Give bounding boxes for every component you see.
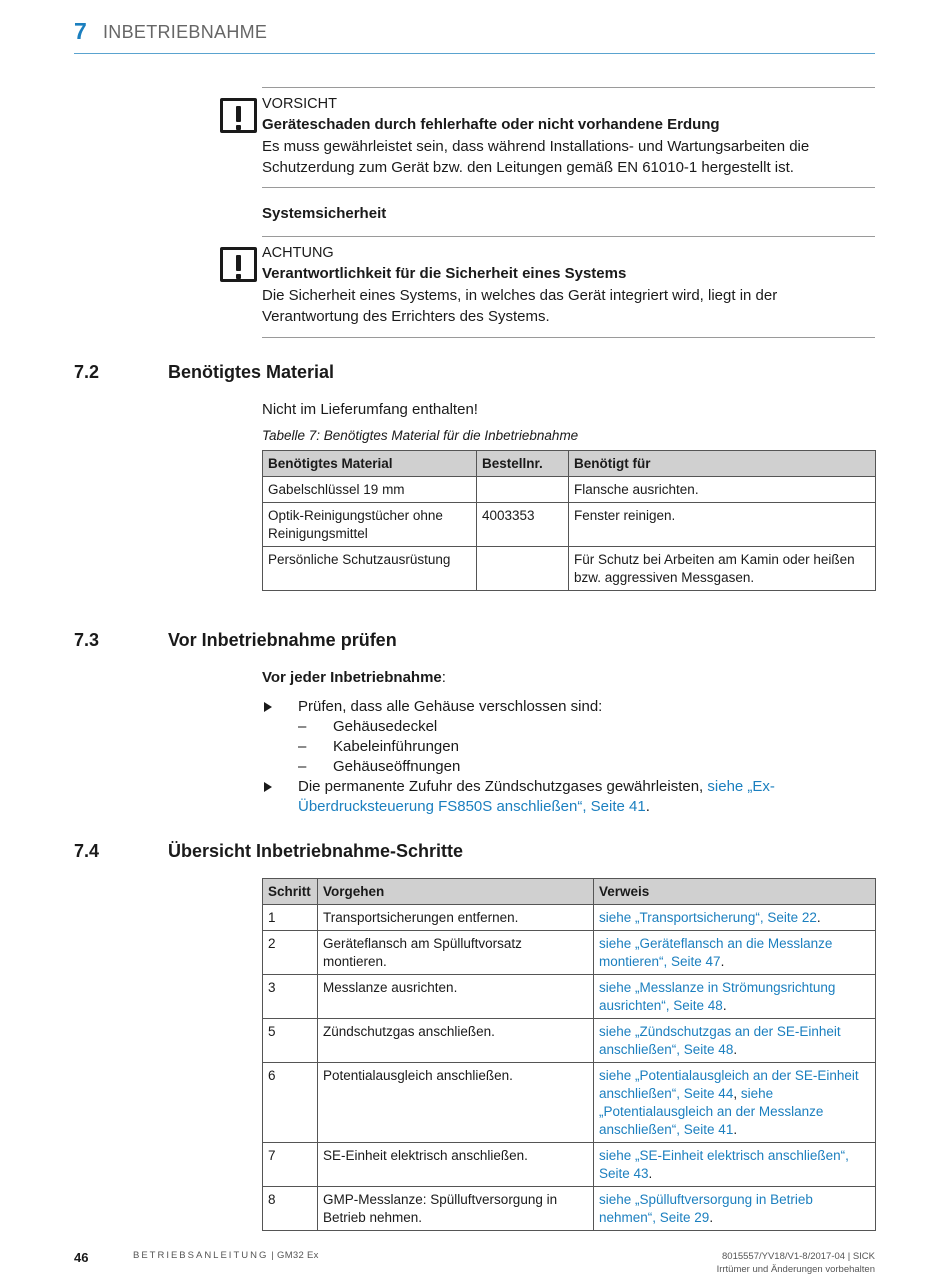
table-row bbox=[263, 1019, 876, 1063]
table-cell: Für Schutz bei Arbeiten am Kamin oder heißen bzw. aggressiven Messgasen. bbox=[569, 547, 876, 591]
step-action: Transportsicherungen entfernen. bbox=[318, 905, 594, 931]
step-number: 5 bbox=[263, 1019, 318, 1063]
warning-icon bbox=[220, 98, 257, 133]
divider bbox=[262, 187, 875, 188]
column-header: Benötigt für bbox=[569, 451, 876, 477]
cross-reference-link[interactable]: siehe „Potentialausgleich an der SE-Einheit anschließen“, Seite 44 bbox=[599, 1068, 859, 1101]
list-item-end: . bbox=[645, 798, 650, 815]
step-reference bbox=[594, 1019, 876, 1063]
dash-marker: – bbox=[298, 718, 307, 735]
step-reference bbox=[594, 1143, 876, 1187]
warning-text: Die Sicherheit eines Systems, in welches das Gerät integriert wird, liegt in der Verantwortung des Errichters des Systems. bbox=[262, 287, 778, 325]
table-row bbox=[263, 905, 876, 931]
table-cell: Optik-Reinigungstücher ohne Reinigungsmittel bbox=[263, 503, 477, 547]
step-action: Zündschutzgas anschließen. bbox=[318, 1019, 594, 1063]
sub-list-item-text: Gehäusedeckel bbox=[333, 718, 438, 735]
cross-reference-link[interactable]: siehe „Potentialausgleich an der Messlanze anschließen“, Seite 41 bbox=[599, 1086, 824, 1137]
table-cell bbox=[477, 477, 569, 503]
warning-icon bbox=[220, 247, 257, 282]
check-lead bbox=[262, 667, 875, 688]
cross-reference-link[interactable]: siehe „Messlanze in Strömungsrichtung ausrichten“, Seite 48 bbox=[599, 980, 836, 1013]
step-action: Messlanze ausrichten. bbox=[318, 975, 594, 1019]
dash-marker: – bbox=[298, 758, 307, 775]
table-header-row bbox=[263, 879, 876, 905]
document-type bbox=[133, 1250, 319, 1261]
check-lead-bold: Vor jeder Inbetriebnahme bbox=[262, 669, 442, 686]
warning-text: Es muss gewährleistet sein, dass während Installations- und Wartungsarbeiten die Schutzerdung zum Gerät bzw. den Leitungen gemäß EN 61010-1 hergestellt ist. bbox=[262, 138, 810, 176]
reference-end: . bbox=[733, 1042, 738, 1057]
step-number: 7 bbox=[263, 1143, 318, 1187]
column-header: Bestellnr. bbox=[477, 451, 569, 477]
reference-end: . bbox=[709, 1210, 714, 1225]
table-cell: 4003353 bbox=[477, 503, 569, 547]
material-intro: Nicht im Lieferumfang enthalten! bbox=[262, 401, 478, 418]
step-action: GMP-Messlanze: Spülluftversorgung in Betrieb nehmen. bbox=[318, 1187, 594, 1231]
document-code: 8015557/YV18/V1-8/2017-04 | SICK bbox=[722, 1251, 875, 1262]
table-row bbox=[263, 1187, 876, 1231]
step-action: Potentialausgleich anschließen. bbox=[318, 1063, 594, 1143]
sub-list-item-text: Gehäuseöffnungen bbox=[333, 758, 461, 775]
column-header: Schritt bbox=[263, 879, 318, 905]
chapter-title: INBETRIEBNAHME bbox=[103, 22, 268, 42]
material-table bbox=[262, 450, 876, 591]
document-reference bbox=[717, 1250, 875, 1276]
column-header: Verweis bbox=[594, 879, 876, 905]
step-reference bbox=[594, 1063, 876, 1143]
steps-table bbox=[262, 878, 876, 1231]
divider bbox=[262, 87, 875, 88]
bullet-triangle-icon bbox=[264, 782, 272, 792]
list-item-text: Prüfen, dass alle Gehäuse verschlossen sind: bbox=[298, 698, 603, 715]
reference-end: . bbox=[648, 1166, 653, 1181]
cross-reference-link[interactable]: siehe „Transportsicherung“, Seite 22 bbox=[599, 910, 817, 925]
step-action: Geräteflansch am Spülluftvorsatz montieren. bbox=[318, 931, 594, 975]
section-number: 7.4 bbox=[74, 841, 100, 861]
bullet-triangle-icon bbox=[264, 702, 272, 712]
column-header: Benötigtes Material bbox=[263, 451, 477, 477]
table-row bbox=[263, 547, 876, 591]
cross-reference-link[interactable]: siehe „Zündschutzgas an der SE-Einheit anschließen“, Seite 48 bbox=[599, 1024, 841, 1057]
list-item bbox=[262, 777, 875, 817]
table-caption: Tabelle 7: Benötigtes Material für die Inbetriebnahme bbox=[262, 428, 579, 443]
reference-end: . bbox=[733, 1122, 738, 1137]
cross-reference-link[interactable]: siehe „Ex-Überdrucksteuerung FS850S anschließen“, Seite 41 bbox=[298, 778, 775, 815]
table-cell: Persönliche Schutzausrüstung bbox=[263, 547, 477, 591]
list-item-text: Die permanente Zufuhr des Zündschutzgases gewährleisten, bbox=[298, 778, 708, 795]
table-row bbox=[263, 1063, 876, 1143]
sub-list-item bbox=[262, 717, 875, 737]
page-number: 46 bbox=[74, 1250, 89, 1265]
warning-caution bbox=[262, 94, 875, 178]
chapter-number: 7 bbox=[74, 18, 87, 44]
step-number: 6 bbox=[263, 1063, 318, 1143]
divider bbox=[262, 236, 875, 237]
step-reference bbox=[594, 1187, 876, 1231]
table-row bbox=[263, 477, 876, 503]
table-cell: Flansche ausrichten. bbox=[569, 477, 876, 503]
dash-marker: – bbox=[298, 738, 307, 755]
step-number: 3 bbox=[263, 975, 318, 1019]
table-row bbox=[263, 1143, 876, 1187]
step-number: 8 bbox=[263, 1187, 318, 1231]
check-lead-colon: : bbox=[441, 669, 446, 686]
reference-end: . bbox=[722, 998, 727, 1013]
cross-reference-link[interactable]: siehe „Geräteflansch an die Messlanze montieren“, Seite 47 bbox=[599, 936, 833, 969]
sub-list-item bbox=[262, 737, 875, 757]
section-title: Benötigtes Material bbox=[168, 362, 335, 382]
divider bbox=[262, 337, 875, 338]
sub-list-item-text: Kabeleinführungen bbox=[333, 738, 459, 755]
step-reference bbox=[594, 905, 876, 931]
section-number: 7.2 bbox=[74, 362, 100, 382]
step-reference bbox=[594, 975, 876, 1019]
list-item bbox=[262, 697, 875, 717]
section-number: 7.3 bbox=[74, 630, 100, 650]
table-cell: Gabelschlüssel 19 mm bbox=[263, 477, 477, 503]
sub-list-item bbox=[262, 757, 875, 777]
warning-heading: Verantwortlichkeit für die Sicherheit eines Systems bbox=[262, 265, 627, 282]
warning-signal-word: ACHTUNG bbox=[262, 245, 334, 261]
step-number: 2 bbox=[263, 931, 318, 975]
table-cell bbox=[477, 547, 569, 591]
footer-separator: | bbox=[268, 1250, 278, 1261]
table-row bbox=[263, 931, 876, 975]
section-title: Übersicht Inbetriebnahme-Schritte bbox=[168, 841, 464, 861]
reference-end: . bbox=[720, 954, 725, 969]
product-name: GM32 Ex bbox=[277, 1250, 319, 1261]
step-number: 1 bbox=[263, 905, 318, 931]
system-safety-heading: Systemsicherheit bbox=[262, 205, 387, 222]
table-row bbox=[263, 503, 876, 547]
table-row bbox=[263, 975, 876, 1019]
section-title: Vor Inbetriebnahme prüfen bbox=[168, 630, 397, 650]
chapter-header bbox=[74, 16, 875, 54]
document-type-label: BETRIEBSANLEITUNG bbox=[133, 1250, 269, 1261]
disclaimer: Irrtümer und Änderungen vorbehalten bbox=[716, 1264, 875, 1275]
step-action: SE-Einheit elektrisch anschließen. bbox=[318, 1143, 594, 1187]
check-list bbox=[262, 697, 875, 817]
table-cell: Fenster reinigen. bbox=[569, 503, 876, 547]
reference-separator: , bbox=[733, 1086, 741, 1101]
cross-reference-link[interactable]: siehe „Spülluftversorgung in Betrieb nehmen“, Seite 29 bbox=[599, 1192, 813, 1225]
warning-attention bbox=[262, 243, 875, 327]
step-reference bbox=[594, 931, 876, 975]
column-header: Vorgehen bbox=[318, 879, 594, 905]
warning-heading: Geräteschaden durch fehlerhafte oder nicht vorhandene Erdung bbox=[262, 116, 720, 133]
cross-reference-link[interactable]: siehe „SE-Einheit elektrisch anschließen“, Seite 43 bbox=[599, 1148, 849, 1181]
reference-end: . bbox=[816, 910, 821, 925]
warning-signal-word: VORSICHT bbox=[262, 96, 337, 112]
table-header-row bbox=[263, 451, 876, 477]
